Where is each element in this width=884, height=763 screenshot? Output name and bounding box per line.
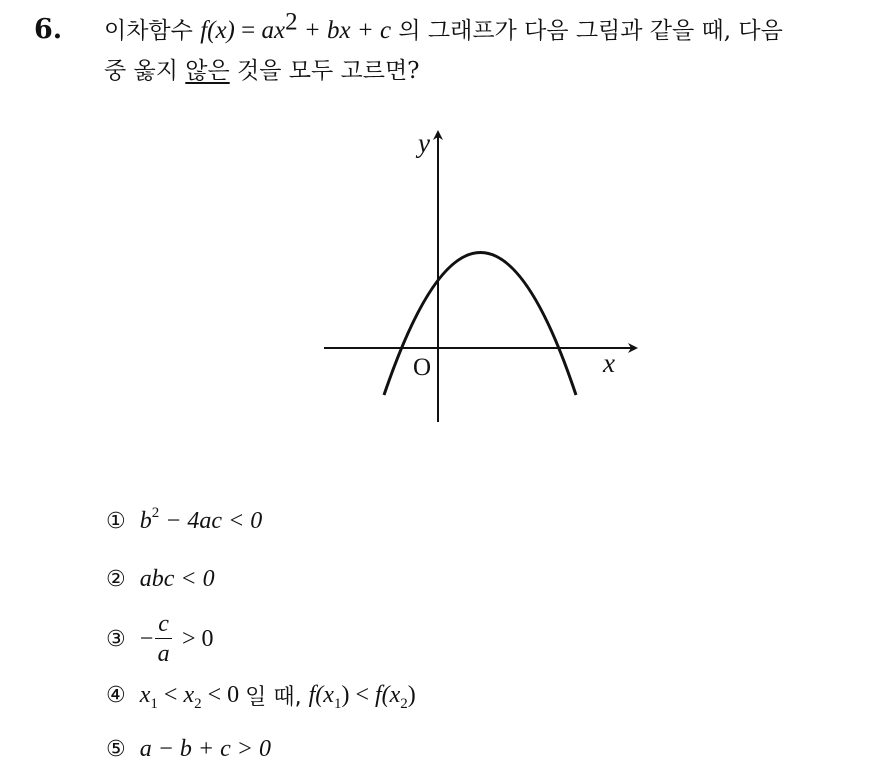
choice-1	[106, 504, 263, 535]
choice-number: ②	[106, 567, 126, 592]
choice-number: ⑤	[106, 737, 126, 762]
choice-number: ④	[106, 683, 126, 708]
choice-number: ③	[106, 626, 126, 652]
question-number: 6.	[34, 14, 63, 45]
choice-expression	[140, 566, 215, 593]
exponent: 2	[285, 8, 298, 36]
term: a − b + c > 0	[139, 736, 271, 762]
question-text: 중 옳지	[104, 58, 186, 84]
fraction	[155, 612, 172, 666]
paren: )	[341, 682, 350, 708]
less-than: <	[157, 682, 184, 708]
choice-expression	[140, 612, 214, 666]
condition-text: 일 때,	[245, 685, 309, 710]
paren: )	[407, 682, 416, 708]
term: abc < 0	[139, 566, 215, 592]
less-than-zero: < 0	[201, 682, 246, 708]
x-axis-label: x	[603, 348, 615, 378]
var-x2: x	[183, 682, 195, 708]
choice-expression: b $^2$ − 4ac < 0	[139, 504, 263, 534]
function-name: f(x)	[200, 17, 235, 44]
numerator: c	[155, 612, 172, 639]
question-text-suffix: 것을 모두 고르면?	[229, 58, 420, 84]
choice-number: ①	[106, 509, 126, 534]
choice-4	[106, 680, 416, 711]
question-text-suffix: 의 그래프가 다음 그림과 같을 때, 다음	[391, 18, 783, 44]
underlined-word: 않은	[185, 58, 230, 84]
question-text: 이차함수	[104, 18, 201, 44]
f-x2: f(x	[374, 682, 401, 708]
parabola-graph	[300, 120, 650, 430]
term-b: b	[139, 508, 152, 534]
question-line-2	[104, 58, 420, 86]
denominator: a	[157, 641, 170, 667]
choice-2	[106, 566, 215, 593]
less-than: <	[349, 682, 375, 708]
y-axis-label: y	[418, 128, 430, 158]
equals-sign: =	[234, 17, 262, 44]
f-x1: f(x	[308, 682, 334, 708]
question-line-1	[104, 8, 783, 46]
term-ax: ax	[261, 17, 286, 44]
term-bx-c: + bx + c	[297, 17, 392, 44]
choice-3	[106, 612, 213, 666]
inequality: > 0	[175, 625, 214, 652]
origin-label: O	[413, 354, 432, 381]
choice-5	[106, 736, 271, 763]
var-x1: x	[139, 682, 151, 708]
choice-expression	[140, 736, 271, 763]
choice-expression: x $_1$ < x $_2$ < 0 일 때, f(x $_1$ ) < f(x $_2$ )	[139, 682, 416, 712]
term-rest: − 4ac < 0	[159, 508, 263, 534]
minus-sign: −	[139, 625, 154, 652]
